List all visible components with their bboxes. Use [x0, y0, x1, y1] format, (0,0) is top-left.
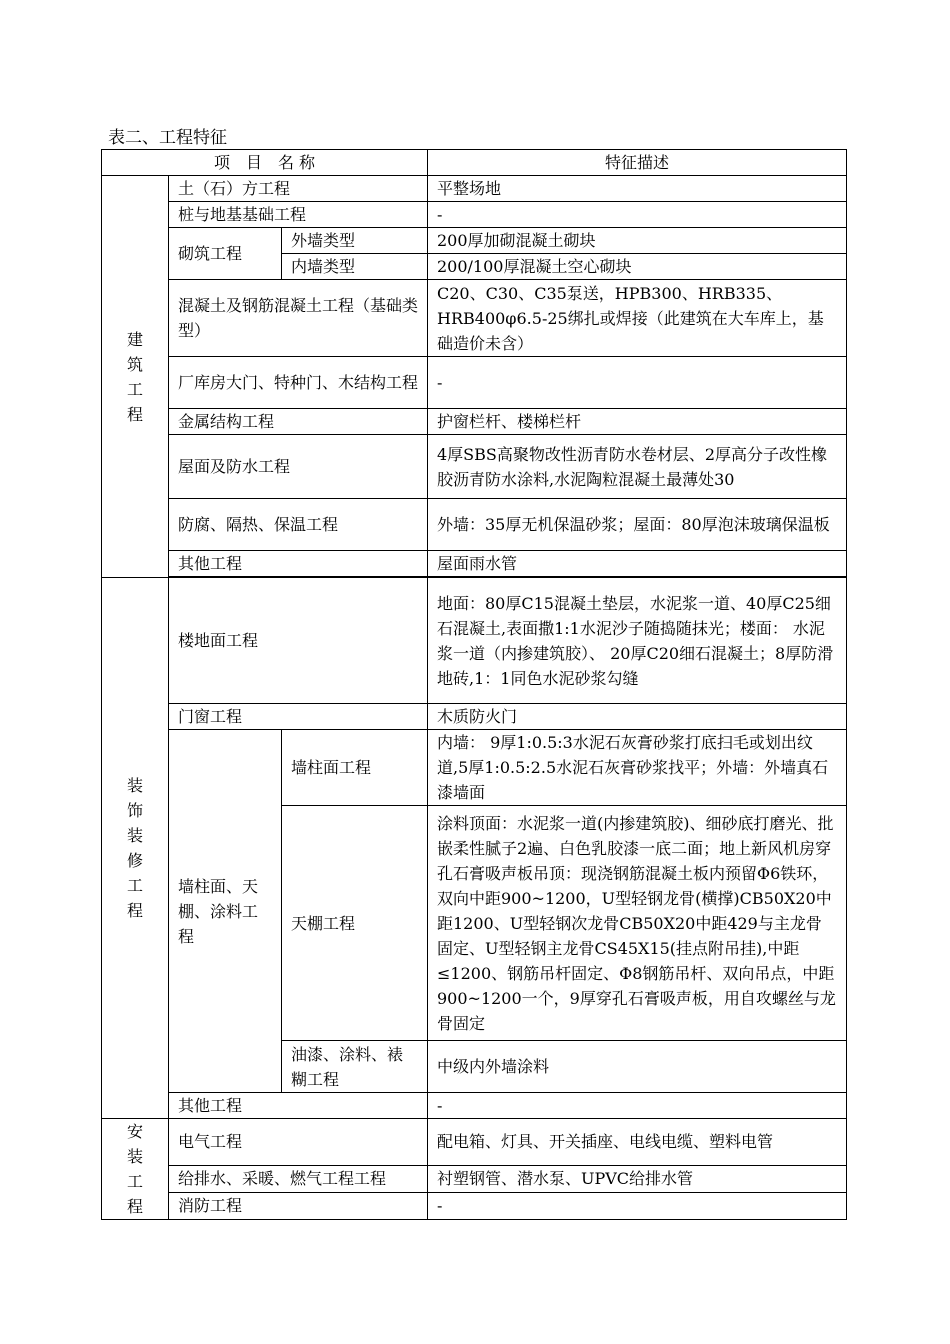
- table-row: [102, 357, 847, 409]
- table-row: [102, 730, 847, 806]
- table-row: [102, 202, 847, 228]
- group-decoration-label: 装饰装修工程: [126, 776, 143, 920]
- table-row: [102, 228, 847, 254]
- table-row: [102, 551, 847, 577]
- item-name-cell: 桩与地基基础工程: [169, 202, 428, 228]
- table-row: [102, 1119, 847, 1166]
- group-building-cell: [102, 176, 169, 578]
- subitem-name-cell: 天棚工程: [282, 806, 428, 1041]
- item-name-cell: 厂库房大门、特种门、木结构工程: [169, 357, 428, 409]
- group-install-cell: [102, 1119, 169, 1220]
- item-desc-cell: 中级内外墙涂料: [428, 1041, 847, 1093]
- subitem-name-cell: 内墙类型: [282, 254, 428, 280]
- item-desc-cell: 配电箱、灯具、开关插座、电线电缆、塑料电管: [428, 1119, 847, 1166]
- item-name-cell: 楼地面工程: [169, 578, 428, 704]
- table-row: [102, 176, 847, 202]
- item-desc-cell: 衬塑钢管、潜水泵、UPVC给排水管: [428, 1165, 847, 1192]
- item-desc-cell: 屋面雨水管: [428, 551, 847, 577]
- item-desc-cell: 200厚加砌混凝土砌块: [428, 228, 847, 254]
- item-name-cell: 砌筑工程: [169, 228, 282, 280]
- item-name-cell: 其他工程: [169, 1093, 428, 1119]
- item-name-cell: 给排水、采暖、燃气工程工程: [169, 1165, 428, 1192]
- table-row: [102, 435, 847, 499]
- table-header-row: [102, 150, 847, 176]
- item-desc-cell: 200/100厚混凝土空心砌块: [428, 254, 847, 280]
- item-desc-cell: 涂料顶面：水泥浆一道(内掺建筑胶)、细砂底打磨光、批嵌柔性腻子2遍、白色乳胶漆一底二面；地上新风机房穿孔石膏吸声板吊顶：现浇钢筋混凝土板内预留Φ6铁环，双向中距900~1200，U型轻钢龙骨(横撑)CB50X20中距1200、U型轻钢次龙骨CB50X20中距429与主龙骨固定、U型轻钢主龙骨CS45X15(挂点附吊挂),中距≤1200、钢筋吊杆固定、Φ8钢筋吊杆、双向吊点，中距900~1200一个，9厚穿孔石膏吸声板，用自攻螺丝与龙骨固定: [428, 806, 847, 1041]
- item-desc-cell: 地面：80厚C15混凝土垫层，水泥浆一道、40厚C25细石混凝土,表面撒1:1水泥沙子随捣随抹光；楼面： 水泥浆一道（内掺建筑胶）、 20厚C20细石混凝土；8厚防滑地砖,1：1同色水泥砂浆勾缝: [428, 578, 847, 704]
- item-desc-cell: 木质防火门: [428, 704, 847, 730]
- item-name-cell: 土（石）方工程: [169, 176, 428, 202]
- item-desc-cell: C20、C30、C35泵送，HPB300、HRB335、HRB400φ6.5-25绑扎或焊接（此建筑在大车库上，基础造价未含）: [428, 280, 847, 357]
- group-decoration-cell: [102, 578, 169, 1119]
- item-desc-cell: -: [428, 1093, 847, 1119]
- item-desc-cell: -: [428, 1192, 847, 1219]
- item-desc-cell: 外墙：35厚无机保温砂浆；屋面：80厚泡沫玻璃保温板: [428, 499, 847, 551]
- table-row: [102, 280, 847, 357]
- item-name-cell: 电气工程: [169, 1119, 428, 1166]
- subitem-name-cell: 外墙类型: [282, 228, 428, 254]
- table-row: [102, 499, 847, 551]
- item-name-cell: 防腐、隔热、保温工程: [169, 499, 428, 551]
- item-desc-cell: 4厚SBS高聚物改性沥青防水卷材层、2厚高分子改性橡胶沥青防水涂料,水泥陶粒混凝土最薄处30: [428, 435, 847, 499]
- subitem-name-cell: 油漆、涂料、裱糊工程: [282, 1041, 428, 1093]
- item-desc-cell: 平整场地: [428, 176, 847, 202]
- item-desc-cell: -: [428, 202, 847, 228]
- group-building-label: 建筑工程: [126, 329, 143, 424]
- table-caption: 表二、工程特征: [108, 128, 227, 148]
- table-row: [102, 409, 847, 435]
- project-features-table: [101, 149, 847, 1220]
- table-row: [102, 704, 847, 730]
- header-name-cell: 项 目 名 称: [102, 150, 428, 176]
- group-install-label: 安装工程: [126, 1122, 143, 1216]
- item-name-cell: 混凝土及钢筋混凝土工程（基础类型）: [169, 280, 428, 357]
- item-desc-cell: 内墙： 9厚1:0.5:3水泥石灰膏砂浆打底扫毛或划出纹道,5厚1:0.5:2.5水泥石灰膏砂浆找平；外墙：外墙真石漆墙面: [428, 730, 847, 806]
- table-row: [102, 1192, 847, 1219]
- item-name-cell: 墙柱面、天棚、涂料工程: [169, 730, 282, 1093]
- item-name-cell: 金属结构工程: [169, 409, 428, 435]
- item-name-cell: 门窗工程: [169, 704, 428, 730]
- table-row: [102, 1093, 847, 1119]
- header-desc-cell: 特征描述: [428, 150, 847, 176]
- subitem-name-cell: 墙柱面工程: [282, 730, 428, 806]
- item-name-cell: 屋面及防水工程: [169, 435, 428, 499]
- table-row: [102, 1165, 847, 1192]
- item-desc-cell: -: [428, 357, 847, 409]
- item-name-cell: 消防工程: [169, 1192, 428, 1219]
- table-row: [102, 578, 847, 704]
- item-name-cell: 其他工程: [169, 551, 428, 577]
- item-desc-cell: 护窗栏杆、楼梯栏杆: [428, 409, 847, 435]
